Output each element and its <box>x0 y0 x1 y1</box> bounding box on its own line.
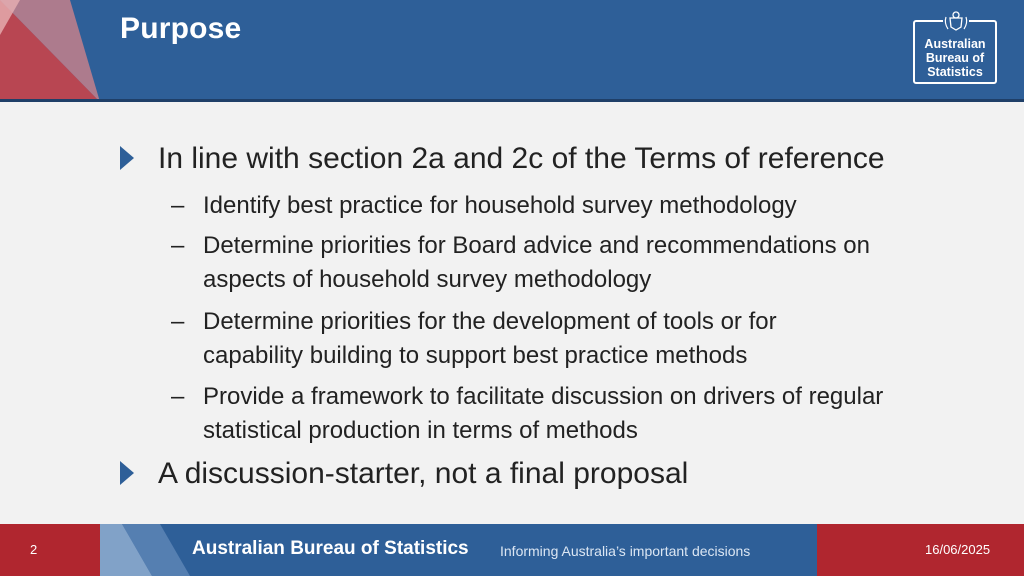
logo-line: Bureau of <box>925 51 985 65</box>
footer-left-band <box>0 524 100 576</box>
dash-bullet-icon: – <box>171 232 185 259</box>
sub-bullet-item <box>171 380 884 448</box>
arrow-bullet-icon <box>120 146 134 170</box>
sub-bullet-item <box>171 189 797 223</box>
footer-right-band <box>817 524 1024 576</box>
dash-bullet-icon: – <box>171 308 185 335</box>
sub-bullet-text: aspects of household survey methodology <box>203 266 652 293</box>
bullet-item <box>158 457 688 491</box>
slide-content <box>0 102 1024 524</box>
footer-org-name: Australian Bureau of Statistics <box>192 538 469 559</box>
dash-bullet-icon: – <box>171 383 185 410</box>
dash-bullet-icon: – <box>171 192 185 219</box>
sub-bullet-text: Identify best practice for household survey methodology <box>203 192 797 219</box>
sub-bullet-text: capability building to support best practice methods <box>203 342 748 369</box>
abs-logo <box>913 20 997 84</box>
sub-bullet-text: Determine priorities for the development of tools or for <box>203 308 777 335</box>
header-decoration <box>0 0 110 102</box>
logo-line: Statistics <box>927 65 983 79</box>
logo-line: Australian <box>924 37 986 51</box>
arrow-bullet-icon <box>120 461 134 485</box>
footer-tagline: Informing Australia’s important decisions <box>500 543 751 559</box>
bullet-text: A discussion-starter, not a final proposal <box>158 457 689 490</box>
slide-header <box>0 0 1024 102</box>
slide-footer <box>0 524 1024 576</box>
sub-bullet-text: Determine priorities for Board advice and recommendations on <box>203 232 870 259</box>
sub-bullet-text: statistical production in terms of methods <box>203 417 638 444</box>
slide-date: 16/06/2025 <box>925 542 991 557</box>
page-number: 2 <box>30 542 38 557</box>
sub-bullet-item <box>171 305 777 373</box>
bullet-text: In line with section 2a and 2c of the Terms of reference <box>158 142 885 175</box>
sub-bullet-text: Provide a framework to facilitate discussion on drivers of regular <box>203 383 884 410</box>
sub-bullet-item <box>171 229 870 297</box>
page-title: Purpose <box>120 12 242 45</box>
coat-of-arms-icon <box>943 9 969 31</box>
bullet-item <box>158 142 885 176</box>
